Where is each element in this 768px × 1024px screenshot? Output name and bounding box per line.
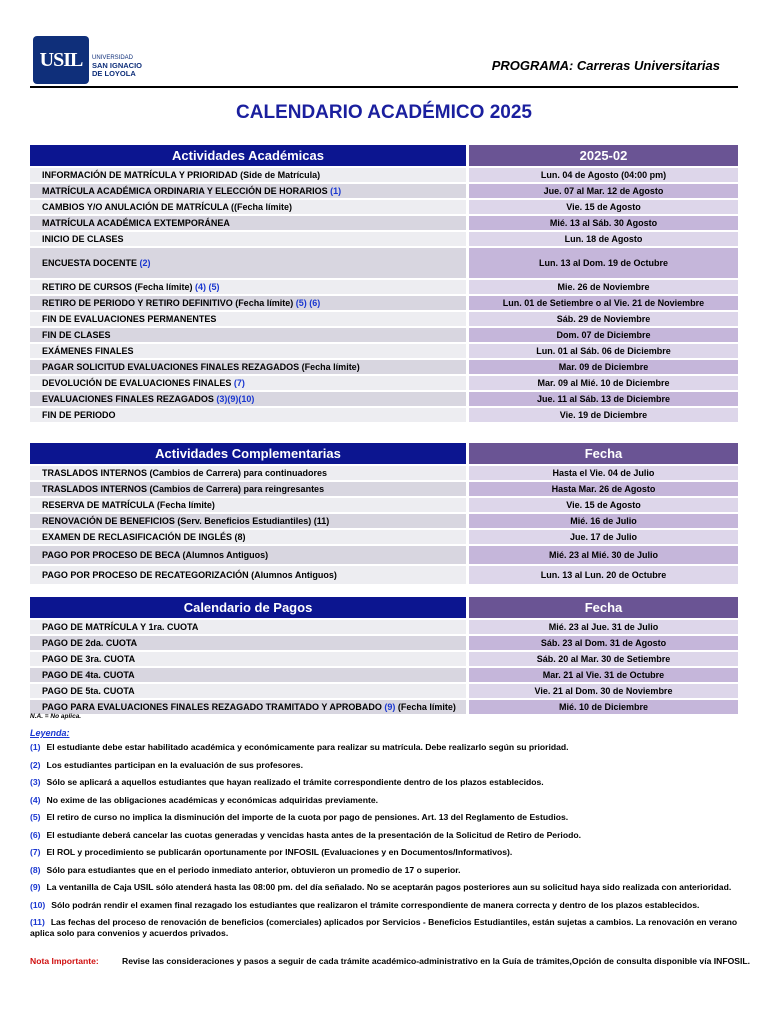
activity-text: PAGO DE 2da. CUOTA <box>42 638 138 648</box>
table-row <box>30 408 738 422</box>
important-label: Nota Importante: <box>30 956 99 966</box>
legend-notes <box>30 742 740 946</box>
na-footnote: N.A. = No aplica. <box>30 713 82 720</box>
date-cell: Mie. 26 de Noviembre <box>466 280 738 294</box>
date-cell: Sáb. 20 al Mar. 30 de Setiembre <box>466 652 738 666</box>
table-row <box>30 684 738 698</box>
legend-title: Leyenda: <box>30 728 70 738</box>
note-text: El estudiante deberá cancelar las cuotas generadas y vencidas hasta antes de la presentación de la Solicitud de Retiro de Periodo. <box>46 829 581 840</box>
activity-text: TRASLADOS INTERNOS (Cambios de Carrera) para continuadores <box>42 468 328 478</box>
legend-note <box>30 900 740 911</box>
note-text: El retiro de curso no implica la disminución del importe de la cuota por pago de pensiones. Art. 13 del Reglamento de Estudios. <box>46 812 569 822</box>
date-cell: Mié. 13 al Sáb. 30 Agosto <box>466 216 738 230</box>
logo-line-2: SAN IGNACIO <box>92 61 143 70</box>
activity-cell <box>30 684 466 698</box>
activity-cell <box>30 168 466 182</box>
activity-text: EVALUACIONES FINALES REZAGADOS <box>42 394 217 404</box>
legend-note <box>30 742 740 753</box>
activity-cell <box>30 296 466 310</box>
date-cell: Jue. 17 de Julio <box>466 530 738 544</box>
activity-text: PAGO DE 5ta. CUOTA <box>42 686 135 696</box>
note-number: (5) <box>30 812 41 822</box>
legend-note <box>30 865 740 876</box>
note-number: (11) <box>30 917 45 927</box>
activity-text: DEVOLUCIÓN DE EVALUACIONES FINALES <box>42 378 234 388</box>
programa-value: Carreras Universitarias <box>573 58 720 73</box>
note-text: La ventanilla de Caja USIL sólo atenderá hasta las 08:00 pm. del día señalado. No se aceptarán pagos posteriores aun su solicitud haya sido realizada con anterioridad. <box>46 882 732 892</box>
activity-text: EXÁMENES FINALES <box>42 346 134 356</box>
date-cell: Jue. 07 al Mar. 12 de Agosto <box>466 184 738 198</box>
activity-text: FIN DE EVALUACIONES PERMANENTES <box>42 314 217 324</box>
activity-cell <box>30 360 466 374</box>
activity-text: ENCUESTA DOCENTE <box>42 258 140 268</box>
table-row <box>30 216 738 230</box>
activity-text: FIN DE PERIODO <box>42 410 116 420</box>
table-row <box>30 636 738 650</box>
date-cell: Hasta el Vie. 04 de Julio <box>466 466 738 480</box>
legend-note <box>30 830 740 841</box>
important-note <box>30 956 750 966</box>
activity-reference: (5) (6) <box>295 298 321 308</box>
col-header-payments: Calendario de Pagos <box>30 597 466 618</box>
table-row <box>30 498 738 512</box>
activity-cell <box>30 566 466 584</box>
activity-cell <box>30 376 466 390</box>
date-cell: Jue. 11 al Sáb. 13 de Diciembre <box>466 392 738 406</box>
activity-text: RETIRO DE PERIODO Y RETIRO DEFINITIVO (Fecha límite) <box>42 298 296 308</box>
legend-note <box>30 777 740 788</box>
activity-cell <box>30 232 466 246</box>
table-row <box>30 514 738 528</box>
complementary-activities-table <box>30 441 738 586</box>
academic-activities-table <box>30 143 738 424</box>
activity-text: FIN DE CLASES <box>42 330 111 340</box>
activity-text: MATRÍCULA ACADÉMICA EXTEMPORÁNEA <box>42 218 230 228</box>
date-cell: Sáb. 29 de Noviembre <box>466 312 738 326</box>
col-header-payment-date: Fecha <box>466 597 738 618</box>
date-cell: Vie. 19 de Diciembre <box>466 408 738 422</box>
legend-note <box>30 760 740 771</box>
table-row <box>30 360 738 374</box>
activity-text: CAMBIOS Y/O ANULACIÓN DE MATRÍCULA ((Fecha límite) <box>42 202 293 212</box>
note-text: No exime de las obligaciones académicas y económicas adquiridas previamente. <box>46 794 378 805</box>
note-number: (9) <box>30 882 41 892</box>
note-number: (7) <box>30 847 41 857</box>
page-header <box>30 34 738 88</box>
activity-text: EXAMEN DE RECLASIFICACIÓN DE INGLÉS (8) <box>42 532 246 542</box>
table-row <box>30 248 738 278</box>
date-cell: Mar. 09 de Diciembre <box>466 360 738 374</box>
activity-text: PAGO DE 3ra. CUOTA <box>42 654 136 664</box>
activity-cell <box>30 652 466 666</box>
date-cell: Lun. 01 al Sáb. 06 de Diciembre <box>466 344 738 358</box>
note-number: (8) <box>30 864 41 875</box>
activity-cell <box>30 546 466 564</box>
table-row <box>30 184 738 198</box>
legend-note <box>30 795 740 806</box>
payments-table <box>30 595 738 716</box>
table-row <box>30 296 738 310</box>
legend-note <box>30 847 740 858</box>
date-cell: Vie. 15 de Agosto <box>466 200 738 214</box>
activity-cell <box>30 700 466 714</box>
note-text: Los estudiantes participan en la evaluación de sus profesores. <box>46 759 303 770</box>
table-row <box>30 344 738 358</box>
note-number: (3) <box>30 777 41 787</box>
note-number: (2) <box>30 759 41 770</box>
activity-cell <box>30 514 466 528</box>
activity-reference: (7) <box>233 378 245 388</box>
activity-reference: (2) <box>139 258 151 268</box>
date-cell: Lun. 18 de Agosto <box>466 232 738 246</box>
activity-cell <box>30 466 466 480</box>
date-cell: Lun. 04 de Agosto (04:00 pm) <box>466 168 738 182</box>
activity-cell <box>30 482 466 496</box>
date-cell: Lun. 13 al Lun. 20 de Octubre <box>466 566 738 584</box>
activity-reference: (3)(9)(10) <box>216 394 255 404</box>
date-cell: Mié. 23 al Jue. 31 de Julio <box>466 620 738 634</box>
note-text: El ROL y procedimiento se publicarán oportunamente por INFOSIL (Evaluaciones y en Documentos/Informativos). <box>46 847 513 857</box>
activity-cell <box>30 498 466 512</box>
legend-note <box>30 812 740 823</box>
col-header-date: Fecha <box>466 443 738 464</box>
note-number: (6) <box>30 829 41 840</box>
activity-text: RENOVACIÓN DE BENEFICIOS (Serv. Beneficios Estudiantiles) (11) <box>42 516 330 526</box>
note-text: Las fechas del proceso de renovación de beneficios (comerciales) aplicados por Servicios - Beneficios Estudiantiles, están sujetas a cambios. La renovación en verano aplica solo para convenios y acuerdos privados. <box>30 917 738 938</box>
note-number: (4) <box>30 794 41 805</box>
table-row <box>30 546 738 564</box>
activity-cell <box>30 530 466 544</box>
table-row <box>30 530 738 544</box>
activity-text: PAGO PARA EVALUACIONES FINALES REZAGADO TRAMITADO Y APROBADO <box>42 702 385 712</box>
programa-label <box>492 58 720 73</box>
activity-text: RETIRO DE CURSOS (Fecha límite) <box>42 282 196 292</box>
activity-cell <box>30 636 466 650</box>
note-number: (1) <box>30 742 41 752</box>
note-text: Sólo se aplicará a aquellos estudiantes que hayan realizado el trámite correspondiente dentro de los plazos establecidos. <box>46 777 544 787</box>
table-row <box>30 168 738 182</box>
logo-line-3: DE LOYOLA <box>92 69 136 78</box>
date-cell: Sáb. 23 al Dom. 31 de Agosto <box>466 636 738 650</box>
date-cell: Vie. 15 de Agosto <box>466 498 738 512</box>
table-row <box>30 566 738 584</box>
note-text: El estudiante debe estar habilitado académica y económicamente para realizar su matrícula. Debe realizarlo según su prioridad. <box>46 742 569 752</box>
activity-cell <box>30 280 466 294</box>
activity-text: PAGO POR PROCESO DE RECATEGORIZACIÓN (Alumnos Antiguos) <box>42 570 337 580</box>
date-cell: Lun. 13 al Dom. 19 de Octubre <box>466 248 738 278</box>
table-row <box>30 668 738 682</box>
activity-cell <box>30 184 466 198</box>
activity-cell <box>30 408 466 422</box>
date-cell: Dom. 07 de Diciembre <box>466 328 738 342</box>
activity-text: INICIO DE CLASES <box>42 234 124 244</box>
table-row <box>30 620 738 634</box>
date-cell: Hasta Mar. 26 de Agosto <box>466 482 738 496</box>
activity-cell <box>30 344 466 358</box>
activity-cell <box>30 248 466 278</box>
date-cell: Mar. 21 al Vie. 31 de Octubre <box>466 668 738 682</box>
table-row <box>30 200 738 214</box>
activity-suffix: (Fecha límite) <box>395 702 456 712</box>
table-row <box>30 652 738 666</box>
date-cell: Mié. 16 de Julio <box>466 514 738 528</box>
page-title: CALENDARIO ACADÉMICO 2025 <box>236 102 532 123</box>
logo-line-1: UNIVERSIDAD <box>92 55 134 61</box>
header-divider <box>30 86 738 88</box>
date-cell: Lun. 01 de Setiembre o al Vie. 21 de Noviembre <box>466 296 738 310</box>
activity-text: PAGO POR PROCESO DE BECA (Alumnos Antiguos) <box>42 550 269 560</box>
date-cell: Mié. 10 de Diciembre <box>466 700 738 714</box>
table-row <box>30 466 738 480</box>
table-row <box>30 312 738 326</box>
table-row <box>30 376 738 390</box>
col-header-period: 2025-02 <box>466 145 738 166</box>
programa-key: PROGRAMA: <box>491 58 574 73</box>
activity-text: PAGO DE MATRÍCULA Y 1ra. CUOTA <box>42 622 199 632</box>
activity-text: MATRÍCULA ACADÉMICA ORDINARIA Y ELECCIÓN DE HORARIOS <box>42 186 331 196</box>
table-row <box>30 392 738 406</box>
col-header-complementary: Actividades Complementarias <box>30 443 466 464</box>
activity-cell <box>30 200 466 214</box>
activity-cell <box>30 216 466 230</box>
activity-reference: (1) <box>330 186 342 196</box>
activity-cell <box>30 328 466 342</box>
activity-reference: (9) <box>384 702 396 712</box>
important-text: Revise las consideraciones y pasos a seguir de cada trámite académico-administrativo en la Guía de trámites,Opción de consulta disponible vía INFOSIL. <box>122 956 751 966</box>
logo-wordmark <box>92 54 142 78</box>
activity-text: PAGAR SOLICITUD EVALUACIONES FINALES REZAGADOS (Fecha límite) <box>42 362 360 372</box>
table-row <box>30 280 738 294</box>
table-row <box>30 482 738 496</box>
activity-text: TRASLADOS INTERNOS (Cambios de Carrera) para reingresantes <box>42 484 325 494</box>
note-text: Sólo podrán rendir el examen final rezagado los estudiantes que realizaron el trámite correspondiente de manera correcta y dentro de los plazos establecidos. <box>51 899 700 910</box>
date-cell: Mar. 09 al Mié. 10 de Diciembre <box>466 376 738 390</box>
activity-cell <box>30 620 466 634</box>
date-cell: Mié. 23 al Mié. 30 de Julio <box>466 546 738 564</box>
note-text: Sólo para estudiantes que en el periodo inmediato anterior, obtuvieron un promedio de 17 o superior. <box>46 864 461 875</box>
activity-cell <box>30 392 466 406</box>
activity-cell <box>30 312 466 326</box>
legend-note <box>30 917 740 939</box>
activity-text: INFORMACIÓN DE MATRÍCULA Y PRIORIDAD (Side de Matrícula) <box>42 170 321 180</box>
usil-logo: USIL <box>33 36 89 84</box>
activity-text: RESERVA DE MATRÍCULA (Fecha límite) <box>42 500 215 510</box>
table-row <box>30 328 738 342</box>
legend-note <box>30 882 740 893</box>
activity-cell <box>30 668 466 682</box>
table-row <box>30 700 738 714</box>
activity-reference: (4) (5) <box>195 282 220 292</box>
date-cell: Vie. 21 al Dom. 30 de Noviembre <box>466 684 738 698</box>
col-header-activities: Actividades Académicas <box>30 145 466 166</box>
activity-text: PAGO DE 4ta. CUOTA <box>42 670 135 680</box>
table-row <box>30 232 738 246</box>
note-number: (10) <box>30 899 46 910</box>
